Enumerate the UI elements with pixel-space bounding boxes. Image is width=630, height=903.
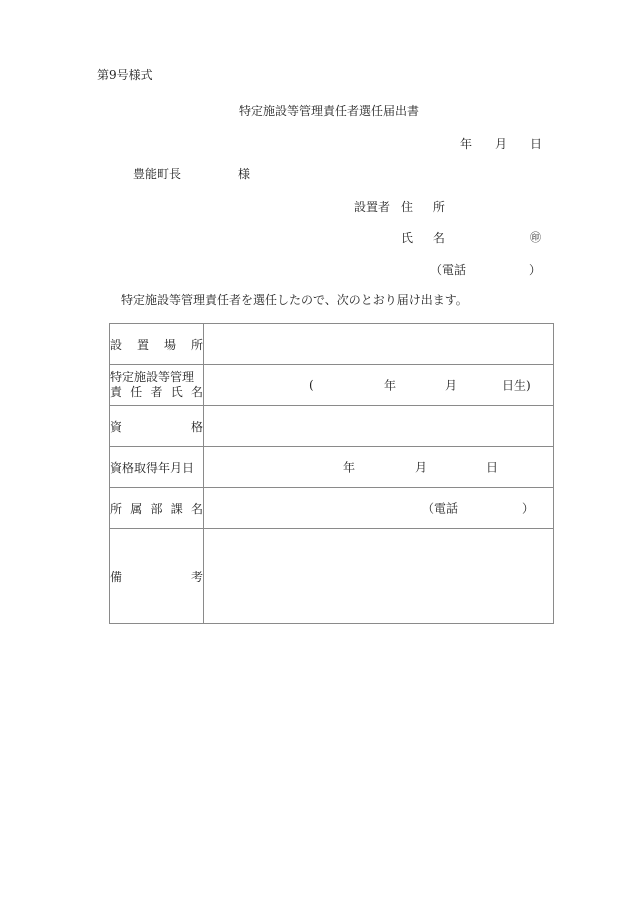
intro-text: 特定施設等管理責任者を選任したので、次のとおり届け出ます。: [121, 293, 468, 307]
notification-form-table: [109, 323, 554, 624]
row-qualification: [110, 406, 554, 447]
document-title: 特定施設等管理責任者選任届出書: [238, 104, 419, 118]
birth-month-label: 月: [445, 378, 458, 393]
label-text: 資格取得年月日: [110, 460, 195, 475]
honorific: 様: [238, 167, 251, 181]
label-char: 責: [110, 385, 123, 399]
label-line1: 特定施設等管理: [110, 370, 195, 384]
qual-day-label: 日: [486, 460, 499, 475]
label-char: 者: [150, 385, 163, 399]
label-char: 考: [190, 569, 203, 584]
date-year-label: 年: [460, 137, 473, 151]
row-manager-name: [110, 365, 554, 406]
date-day-label: 日: [530, 137, 543, 151]
row-installation-location: [110, 324, 554, 365]
label-char: 任: [130, 385, 143, 399]
applicant-tel-label: （電話: [430, 263, 467, 277]
label-char: 部: [150, 501, 163, 516]
label-char: 設: [110, 337, 123, 352]
label-char: 名: [190, 385, 203, 399]
remarks-field[interactable]: [204, 529, 554, 624]
department-field[interactable]: [204, 488, 554, 529]
label-char: 備: [110, 569, 123, 584]
name-label: 氏 名: [401, 231, 453, 245]
qual-year-label: 年: [343, 460, 356, 475]
installation-location-field[interactable]: [204, 324, 554, 365]
label-char: 氏: [170, 385, 183, 399]
qual-month-label: 月: [415, 460, 428, 475]
label-qualification-date: [110, 447, 204, 488]
label-char: 名: [190, 501, 203, 516]
qualification-field[interactable]: [204, 406, 554, 447]
address-label: 住 所: [401, 200, 453, 214]
label-char: 所: [110, 501, 123, 516]
dept-tel-label: （電話: [422, 501, 459, 516]
label-department: [110, 488, 204, 529]
manager-name-field[interactable]: [204, 365, 554, 406]
addressee: 豊能町長: [133, 167, 182, 181]
label-manager-name: [110, 365, 204, 406]
row-remarks: [110, 529, 554, 624]
applicant-tel-close: ）: [529, 263, 542, 277]
label-remarks: [110, 529, 204, 624]
qualification-date-field[interactable]: [204, 447, 554, 488]
birth-open-paren: (: [309, 378, 314, 392]
row-qualification-date: [110, 447, 554, 488]
form-number: 第9号様式: [97, 68, 153, 82]
label-char: 格: [190, 419, 203, 434]
seal-icon: ㊞: [530, 231, 541, 244]
row-department: [110, 488, 554, 529]
birth-day-label: 日生): [502, 378, 531, 393]
applicant-role: 設置者: [354, 200, 391, 214]
label-char: 課: [170, 501, 183, 516]
date-month-label: 月: [495, 137, 508, 151]
dept-tel-close: ）: [522, 501, 535, 516]
label-char: 資: [110, 419, 123, 434]
label-installation-location: [110, 324, 204, 365]
label-char: 属: [130, 501, 143, 516]
birth-year-label: 年: [384, 378, 397, 393]
label-char: 所: [190, 337, 203, 352]
label-qualification: [110, 406, 204, 447]
label-char: 置: [136, 337, 149, 352]
label-char: 場: [163, 337, 176, 352]
